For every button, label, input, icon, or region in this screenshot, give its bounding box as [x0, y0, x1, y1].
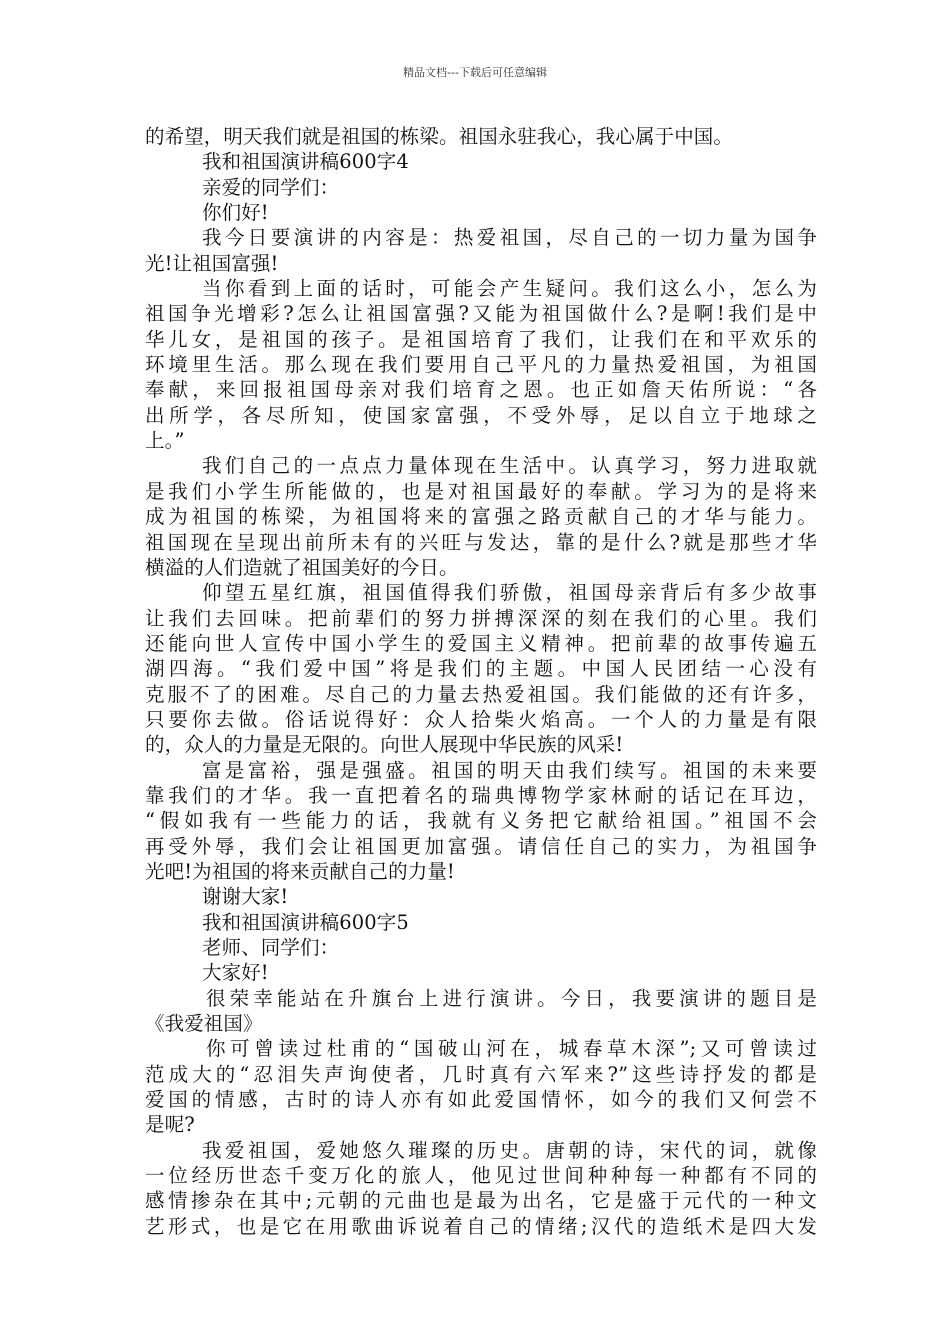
text-line: 出所学，各尽所知，使国家富强，不受外辱，足以自立于地球之: [145, 403, 817, 427]
text-line: 靠我们的才华。我一直把着名的瑞典博物学家林耐的话记在耳边，: [145, 783, 817, 807]
text-line: 大家好!: [202, 961, 269, 985]
text-line: 很荣幸能站在升旗台上进行演讲。今日，我要演讲的题目是: [206, 986, 817, 1010]
text-line: 祖国现在呈现出前所未有的兴旺与发达，靠的是什么?就是那些才华: [145, 530, 817, 554]
text-line: 当你看到上面的话时，可能会产生疑问。我们这么小，怎么为: [202, 277, 817, 301]
text-line: 湖四海。“我们爱中国”将是我们的主题。中国人民团结一心没有: [145, 657, 817, 681]
text-line: 我爱祖国，爱她悠久璀璨的历史。唐朝的诗，宋代的词，就像: [202, 1138, 817, 1162]
text-line: 的希望，明天我们就是祖国的栋梁。祖国永驻我心，我心属于中国。: [145, 125, 734, 148]
text-line: 是呢?: [145, 1113, 195, 1137]
text-line: 奉献，来回报祖国母亲对我们培育之恩。也正如詹天佑所说：“各: [145, 378, 817, 402]
text-line: 华儿女，是祖国的孩子。是祖国培育了我们，让我们在和平欢乐的: [145, 327, 817, 351]
text-line: 环境里生活。那么现在我们要用自己平凡的力量热爱祖国，为祖国: [145, 353, 817, 377]
text-line: 上。”: [145, 429, 185, 453]
text-line: 让我们去回味。把前辈们的努力拼搏深深的刻在我们的心里。我们: [145, 606, 817, 630]
text-line: 我和祖国演讲稿600字4: [202, 150, 409, 174]
text-line: 再受外辱，我们会让祖国更加富强。请信任自己的实力，为祖国争: [145, 834, 817, 858]
text-line: 我们自己的一点点力量体现在生活中。认真学习，努力进取就: [202, 454, 817, 478]
text-line: 谢谢大家!: [202, 885, 289, 909]
text-line: 成为祖国的栋梁，为祖国将来的富强之路贡献自己的才华与能力。: [145, 505, 817, 529]
text-line: 爱国的情感，古时的诗人亦有如此爱国情怀，如今的我们又何尝不: [145, 1088, 817, 1112]
text-line: 你们好!: [202, 201, 269, 225]
text-line: 克服不了的困难。尽自己的力量去热爱祖国。我们能做的还有许多，: [145, 682, 817, 706]
page-header: 精品文档---下载后可任意编辑: [403, 66, 547, 79]
text-line: 范成大的“忍泪失声询使者，几时真有六军来?”这些诗抒发的都是: [145, 1062, 817, 1086]
text-line: 的，众人的力量是无限的。向世人展现中华民族的风采!: [145, 733, 624, 757]
text-line: 还能向世人宣传中国小学生的爱国主义精神。把前辈的故事传遍五: [145, 631, 817, 655]
text-line: 我今日要演讲的内容是：热爱祖国，尽自己的一切力量为国争: [202, 226, 817, 250]
text-line: 我和祖国演讲稿600字5: [202, 910, 409, 934]
document-body: [145, 124, 817, 1239]
text-line: 感情掺杂在其中;元朝的元曲也是最为出名，它是盛于元代的一种文: [145, 1189, 817, 1213]
text-line: 光吧!为祖国的将来贡献自己的力量!: [145, 859, 455, 883]
text-line: 是我们小学生所能做的，也是对祖国最好的奉献。学习为的是将来: [145, 479, 817, 503]
text-line: 《我爱祖国》: [145, 1012, 263, 1036]
text-line: 艺形式，也是它在用歌曲诉说着自己的情绪;汉代的造纸术是四大发: [145, 1214, 817, 1238]
text-line: 祖国争光增彩?怎么让祖国富强?又能为祖国做什么?是啊!我们是中: [145, 302, 817, 326]
text-line: 一位经历世态千变万化的旅人，他见过世间种种每一种都有不同的: [145, 1164, 817, 1188]
text-line: 横溢的人们造就了祖国美好的今日。: [145, 555, 459, 579]
text-line: 老师、同学们：: [202, 936, 340, 959]
text-line: 富是富裕，强是强盛。祖国的明天由我们续写。祖国的未来要: [202, 758, 817, 782]
text-line: 只要你去做。俗话说得好：众人拾柴火焰高。一个人的力量是有限: [145, 707, 817, 731]
text-line: 亲爱的同学们：: [202, 175, 340, 199]
text-line: 光!让祖国富强!: [145, 251, 279, 275]
text-line: “假如我有一些能力的话，我就有义务把它献给祖国。”祖国不会: [145, 809, 817, 833]
text-line: 仰望五星红旗，祖国值得我们骄傲，祖国母亲背后有多少故事: [202, 581, 817, 605]
text-line: 你可曾读过杜甫的“国破山河在，城春草木深”;又可曾读过: [206, 1037, 817, 1061]
